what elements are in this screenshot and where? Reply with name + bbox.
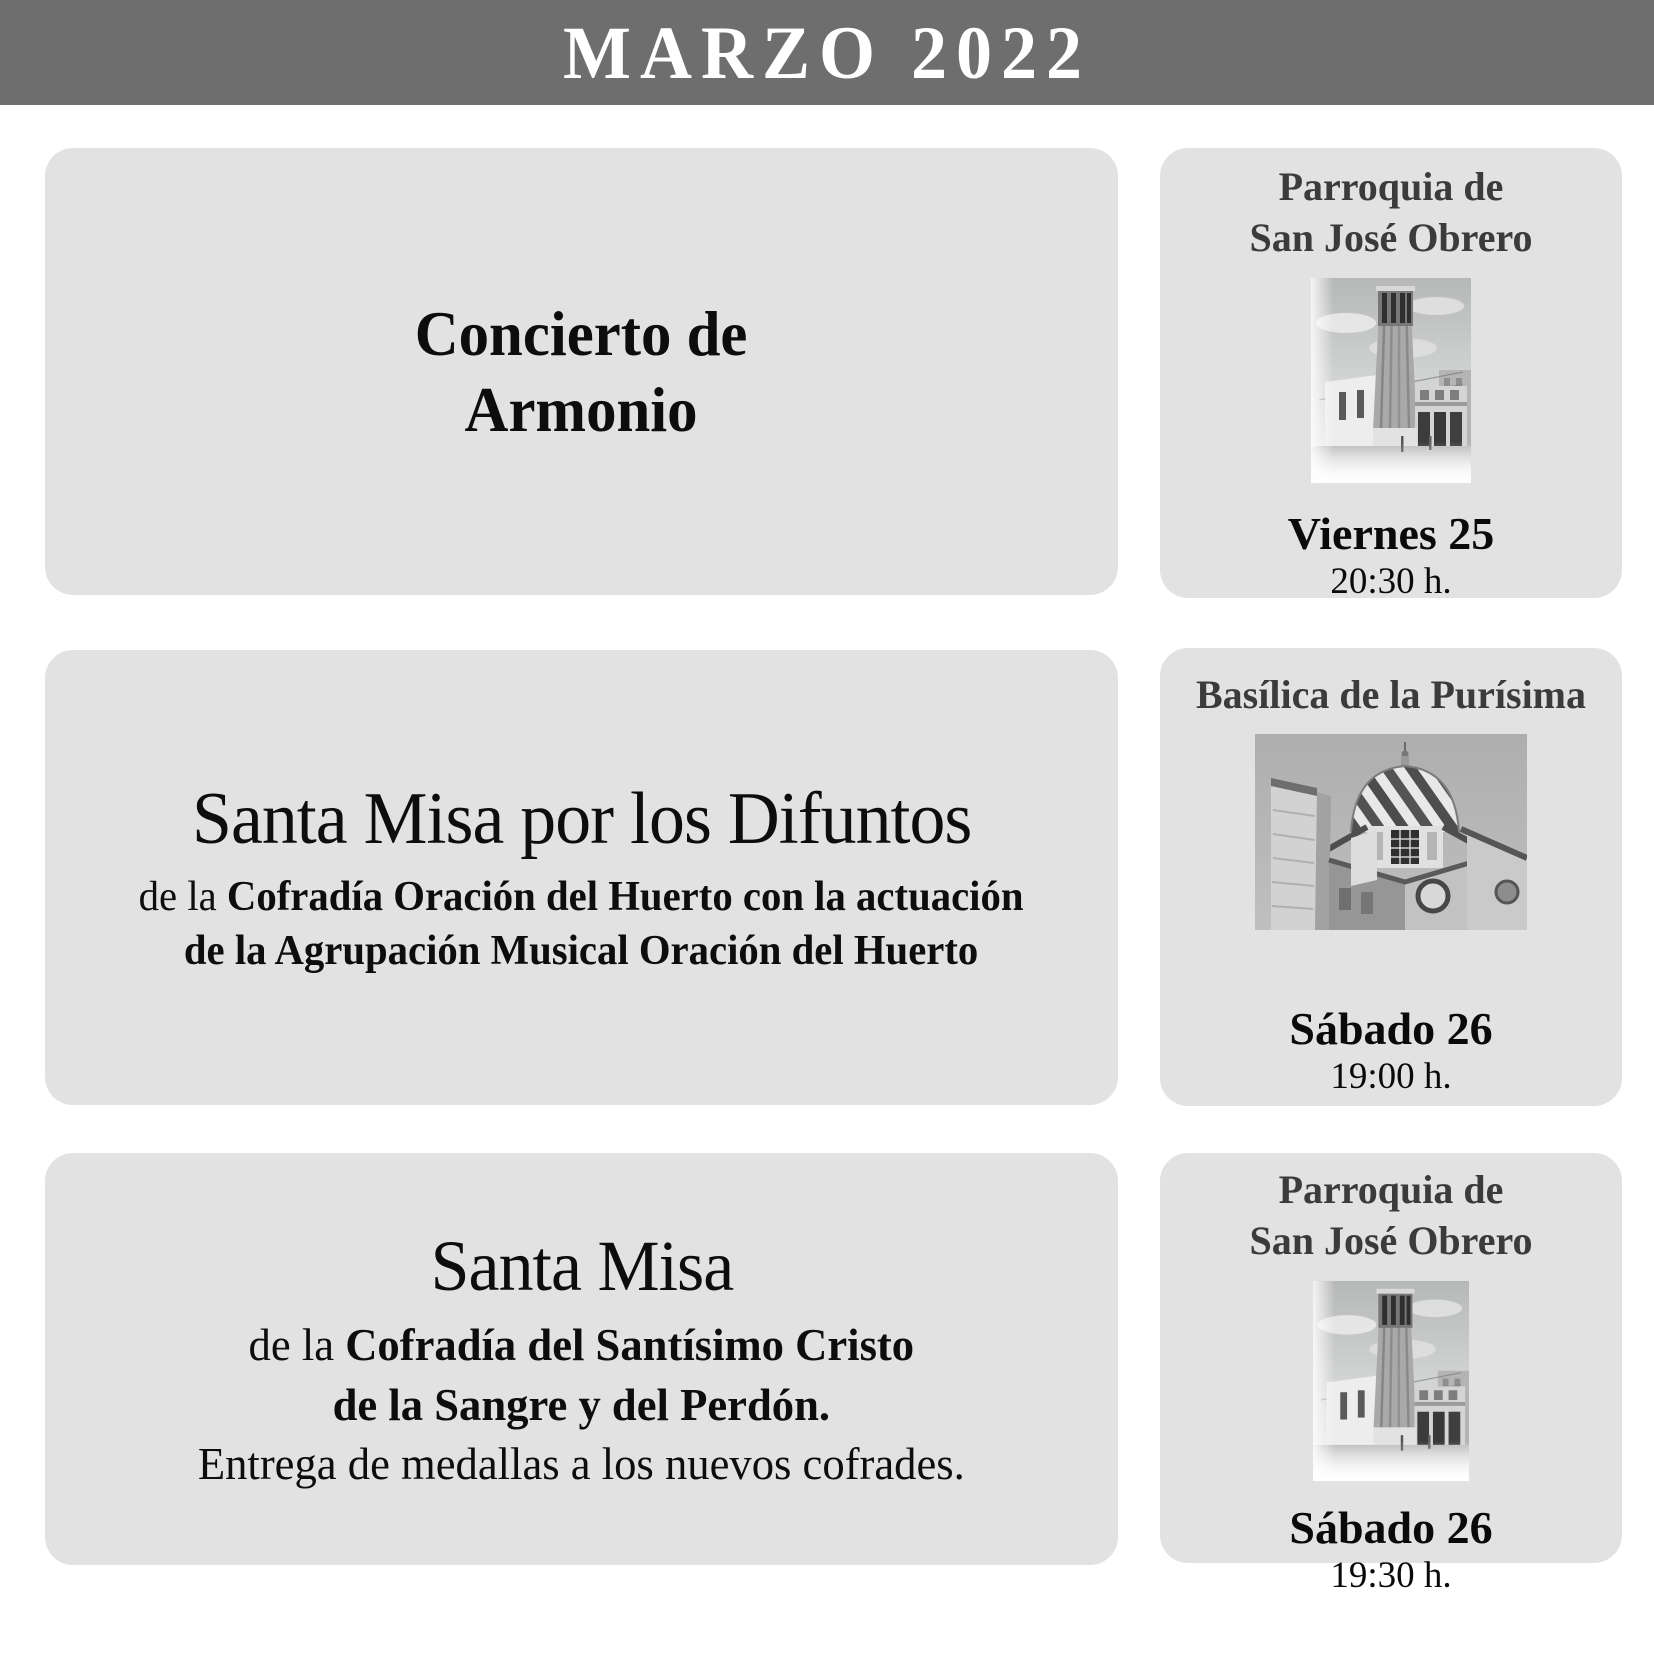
- event-1-title: [415, 296, 748, 447]
- event-3-location-line-1: Parroquia de: [1278, 1167, 1504, 1212]
- detail-bold-text: Cofradía del Santísimo Cristo: [345, 1318, 915, 1370]
- event-2-detail-line-1: [139, 870, 1024, 925]
- event-1-time: 20:30 h.: [1330, 561, 1452, 603]
- event-1-location-line-1: Parroquia de: [1278, 164, 1504, 209]
- event-3-detail-line-1: [198, 1315, 965, 1375]
- event-2-location: [1196, 670, 1586, 721]
- event-3-date: Sábado 26: [1289, 1501, 1493, 1553]
- event-1-title-line-1: Concierto de: [415, 297, 748, 369]
- event-3-location: [1250, 1165, 1533, 1267]
- event-3-time: 19:30 h.: [1330, 1555, 1452, 1597]
- basilica-purisima-photo: [1255, 734, 1527, 930]
- detail-bold-text: de la Sangre y del Perdón.: [332, 1378, 831, 1430]
- basilica-dome-illustration: [1255, 734, 1527, 930]
- event-3-detail-line-2: [198, 1375, 965, 1435]
- event-2-title-line-1: Santa Misa por los Difuntos: [191, 778, 972, 861]
- event-1-location-line-2: San José Obrero: [1249, 214, 1533, 260]
- event-1-date: Viernes 25: [1287, 507, 1495, 559]
- event-2-side-card: [1160, 648, 1622, 1106]
- event-2-details: [125, 870, 1037, 979]
- detail-normal-text: de la: [248, 1318, 346, 1370]
- detail-normal-text: Entrega de medallas a los nuevos cofrades.: [198, 1438, 965, 1490]
- san-jose-obrero-church-photo: [1311, 278, 1471, 483]
- event-3-location-line-2: San José Obrero: [1249, 1217, 1533, 1263]
- event-2-detail-line-2: [139, 924, 1024, 979]
- detail-bold-text: Cofradía Oración del Huerto con la actuación: [227, 873, 1024, 920]
- church-tower-illustration: [1312, 1281, 1470, 1481]
- event-3-detail-line-3: [198, 1434, 965, 1494]
- month-title: MARZO 2022: [563, 10, 1091, 95]
- event-3-main-card: [45, 1153, 1118, 1565]
- event-2-time: 19:00 h.: [1330, 1056, 1452, 1098]
- detail-normal-text: de la: [139, 873, 228, 920]
- event-2-location-line-1: Basílica de la Purísima: [1196, 672, 1586, 717]
- church-tower-illustration: [1311, 278, 1471, 483]
- month-banner: [0, 0, 1654, 105]
- event-3-title-line-1: Santa Misa: [430, 1225, 733, 1306]
- event-2-title: [192, 776, 971, 863]
- event-2-date: Sábado 26: [1289, 1002, 1493, 1054]
- event-1-location: [1250, 162, 1533, 264]
- detail-bold-text: de la Agrupación Musical Oración del Huerto: [184, 928, 979, 975]
- event-3-title: [430, 1224, 733, 1309]
- event-3-details: [186, 1315, 977, 1494]
- san-jose-obrero-church-photo: [1312, 1281, 1470, 1481]
- event-1-main-card: [45, 148, 1118, 595]
- event-2-main-card: [45, 650, 1118, 1105]
- event-1-side-card: [1160, 148, 1622, 603]
- event-3-side-card: [1160, 1153, 1622, 1597]
- event-1-title-line-2: Armonio: [464, 373, 699, 445]
